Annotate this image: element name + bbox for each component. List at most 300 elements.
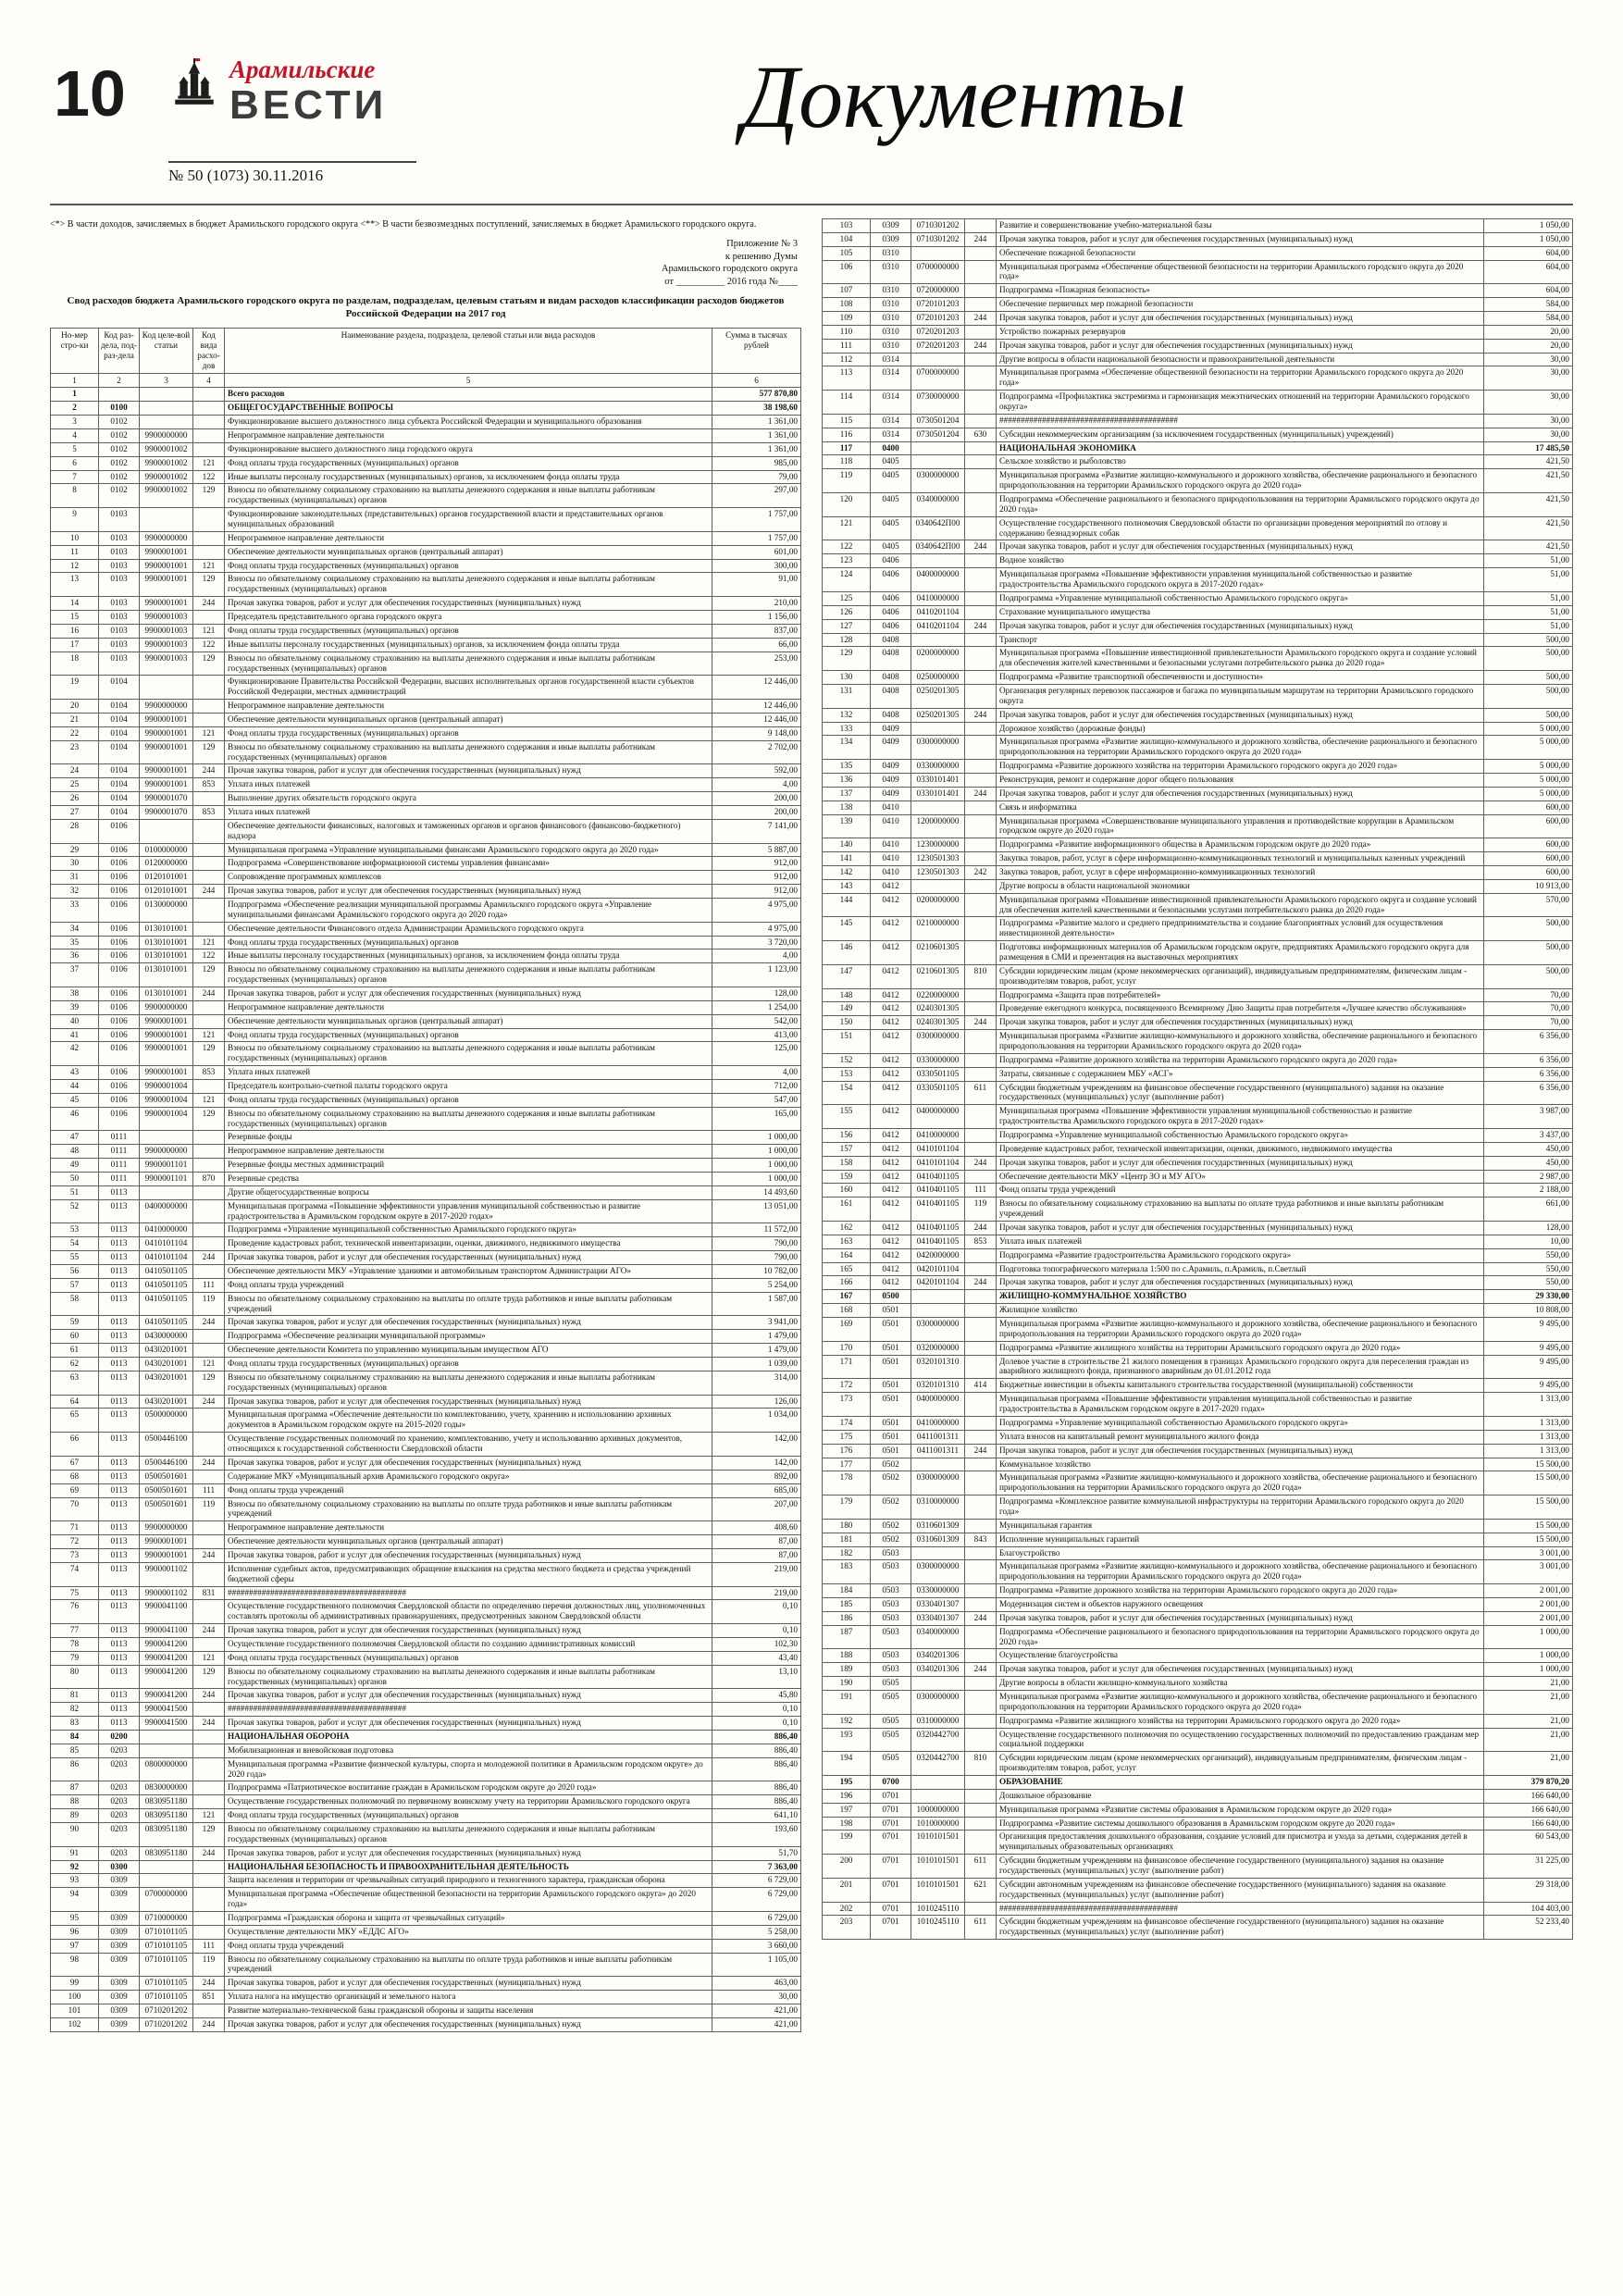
target-article-code-cell: 0300000000: [911, 1560, 965, 1584]
table-row: [51, 1316, 801, 1330]
item-name-cell: Муниципальная программа «Повышение эффективности управления муниципальной собственностью и развитие градостроительства Арамильского городского округа в 2017-2020 годах»: [997, 1105, 1484, 1129]
expense-type-code-cell: [193, 1265, 225, 1279]
item-name-cell: Взносы по обязательному социальному страхованию на выплаты денежного содержания и иные выплаты работникам государственных (муниципальных) органов: [225, 1665, 712, 1689]
expense-type-code-cell: 122: [193, 470, 225, 484]
item-name-cell: Прочая закупка товаров, работ и услуг для обеспечения государственных (муниципальных) нужд: [997, 1156, 1484, 1170]
target-article-code-cell: 0420101104: [911, 1262, 965, 1276]
table-row: [51, 740, 801, 764]
section-code-cell: 0106: [99, 936, 140, 949]
expense-type-code-cell: 244: [193, 1717, 225, 1731]
table-row: [823, 1416, 1573, 1430]
row-number-cell: 9: [51, 508, 99, 532]
expense-type-code-cell: [193, 1014, 225, 1028]
expense-type-code-cell: 121: [193, 456, 225, 470]
target-article-code-cell: 0320101310: [911, 1379, 965, 1393]
target-article-code-cell: 1010101501: [911, 1855, 965, 1879]
brand: [229, 57, 387, 126]
table-row: [51, 1600, 801, 1624]
section-code-cell: 0405: [871, 540, 911, 554]
amount-cell: 30,00: [1484, 414, 1573, 428]
row-number-cell: 162: [823, 1222, 871, 1235]
row-number-cell: 186: [823, 1611, 871, 1625]
target-article-code-cell: 0410401105: [911, 1222, 965, 1235]
row-number-cell: 10: [51, 531, 99, 545]
amount-cell: 2 188,00: [1484, 1184, 1573, 1198]
expense-type-code-cell: [193, 1470, 225, 1483]
target-article-code-cell: 0320442700: [911, 1728, 965, 1752]
target-article-code-cell: [911, 800, 965, 814]
item-name-cell: Функционирование законодательных (представительных) органов государственной власти и представительных органов муниципальных образований: [225, 508, 712, 532]
amount-cell: 712,00: [712, 1080, 801, 1094]
table-row: [823, 941, 1573, 965]
table-row: [823, 414, 1573, 428]
row-number-cell: 174: [823, 1416, 871, 1430]
section-code-cell: 0103: [99, 531, 140, 545]
expense-type-code-cell: 414: [965, 1379, 997, 1393]
row-number-cell: 18: [51, 652, 99, 676]
row-number-cell: 68: [51, 1470, 99, 1483]
item-name-cell: Уплата иных платежей: [225, 805, 712, 819]
section-code-cell: 0103: [99, 652, 140, 676]
expense-type-code-cell: 244: [193, 597, 225, 611]
row-number-cell: 27: [51, 805, 99, 819]
table-row: [51, 1757, 801, 1781]
appendix-block: [50, 238, 798, 289]
target-article-code-cell: [911, 353, 965, 366]
column-number: 5: [225, 373, 712, 388]
table-row: [823, 1560, 1573, 1584]
row-number-cell: 41: [51, 1028, 99, 1042]
section-code-cell: 0412: [871, 879, 911, 893]
expense-type-code-cell: [965, 1393, 997, 1417]
section-code-cell: 0106: [99, 871, 140, 885]
item-name-cell: Осуществление государственных полномочий по первичному воинскому учету на территории Арамильского городского округа: [225, 1795, 712, 1809]
table-row: [51, 1717, 801, 1731]
section-code-cell: 0410: [871, 865, 911, 879]
expense-type-code-cell: [193, 1912, 225, 1926]
amount-cell: 6 729,00: [712, 1888, 801, 1912]
amount-cell: 7 141,00: [712, 819, 801, 843]
amount-cell: 165,00: [712, 1107, 801, 1131]
table-row: [823, 736, 1573, 760]
section-code-cell: 0103: [99, 597, 140, 611]
item-name-cell: Взносы по обязательному социальному страхованию на выплаты денежного содержания и иные выплаты работникам государственных (муниципальных) органов: [225, 1107, 712, 1131]
section-code-cell: 0103: [99, 508, 140, 532]
row-number-cell: 123: [823, 554, 871, 568]
amount-cell: 550,00: [1484, 1248, 1573, 1262]
amount-cell: 52 233,40: [1484, 1916, 1573, 1940]
section-code-cell: 0408: [871, 647, 911, 671]
amount-cell: 421,50: [1484, 493, 1573, 517]
amount-cell: 421,50: [1484, 469, 1573, 493]
column-number: 2: [99, 373, 140, 388]
amount-cell: 300,00: [712, 559, 801, 573]
amount-cell: 6 729,00: [712, 1912, 801, 1926]
row-number-cell: 139: [823, 814, 871, 838]
section-code-cell: 0111: [99, 1145, 140, 1159]
table-row: [51, 2017, 801, 2031]
expense-type-code-cell: 244: [193, 1395, 225, 1409]
item-name-cell: Муниципальная программа «Обеспечение общественной безопасности на территории Арамильского городского округа» до 2020 года»: [225, 1888, 712, 1912]
target-article-code-cell: 0410501105: [140, 1278, 193, 1292]
section-code-cell: 0412: [871, 1248, 911, 1262]
section-code-cell: 0113: [99, 1265, 140, 1279]
table-row: [51, 1042, 801, 1066]
expense-type-code-cell: [965, 773, 997, 787]
section-code-cell: 0310: [871, 284, 911, 298]
item-name-cell: Жилищное хозяйство: [997, 1304, 1484, 1318]
item-name-cell: Муниципальная программа «Развитие жилищно-коммунального и дорожного хозяйства, обеспечение рационального и безопасного природопользования на территории Арамильского городского округа до 2020 года»: [997, 1560, 1484, 1584]
target-article-code-cell: 0430201001: [140, 1358, 193, 1371]
row-number-cell: 76: [51, 1600, 99, 1624]
target-article-code-cell: 0730501204: [911, 428, 965, 441]
expense-type-code-cell: [193, 1637, 225, 1651]
target-article-code-cell: 9900000000: [140, 531, 193, 545]
item-name-cell: Фонд оплаты труда учреждений: [225, 1278, 712, 1292]
section-code-cell: 0406: [871, 554, 911, 568]
expense-type-code-cell: [965, 1560, 997, 1584]
item-name-cell: Осуществление государственного полномочия Свердловской области по определению перечня должностных лиц, уполномоченных составлять протоколы об административных правонарушениях, предусмотренных законом Свердловской области: [225, 1600, 712, 1624]
expense-type-code-cell: [193, 1521, 225, 1535]
item-name-cell: Подготовка информационных материалов об Арамильском городском округе, предприятиях Арамильского городского округа для размещения в СМИ и презентация на выставочных мероприятиях: [997, 941, 1484, 965]
target-article-code-cell: 0130101001: [140, 963, 193, 987]
amount-cell: 10,00: [1484, 1235, 1573, 1248]
amount-cell: 21,00: [1484, 1752, 1573, 1776]
row-number-cell: 72: [51, 1535, 99, 1549]
amount-cell: 12 446,00: [712, 700, 801, 714]
expense-type-code-cell: 244: [193, 1977, 225, 1991]
table-row: [823, 260, 1573, 284]
section-code-cell: 0700: [871, 1775, 911, 1789]
expense-type-code-cell: 121: [193, 1358, 225, 1371]
row-number-cell: 62: [51, 1358, 99, 1371]
item-name-cell: Взносы по обязательному социальному страхованию на выплаты по оплате труда работников и иные выплаты работникам учреждений: [225, 1292, 712, 1316]
item-name-cell: Развитие материально-технической базы гражданской обороны и защиты населения: [225, 2004, 712, 2018]
amount-cell: 421,00: [712, 2017, 801, 2031]
target-article-code-cell: 0250201305: [911, 708, 965, 722]
amount-cell: 17 485,50: [1484, 441, 1573, 455]
row-number-cell: 110: [823, 325, 871, 339]
row-number-cell: 156: [823, 1129, 871, 1143]
item-name-cell: Прочая закупка товаров, работ и услуг для обеспечения государственных (муниципальных) нужд: [225, 1846, 712, 1860]
table-row: [823, 1855, 1573, 1879]
target-article-code-cell: 9900001004: [140, 1080, 193, 1094]
section-code-cell: 0106: [99, 922, 140, 936]
row-number-cell: 44: [51, 1080, 99, 1094]
target-article-code-cell: [911, 455, 965, 469]
table-row: [51, 456, 801, 470]
amount-cell: 126,00: [712, 1395, 801, 1409]
target-article-code-cell: [140, 819, 193, 843]
row-number-cell: 82: [51, 1703, 99, 1717]
table-row: [823, 814, 1573, 838]
expense-type-code-cell: [965, 647, 997, 671]
item-name-cell: Взносы по обязательному социальному страхованию на выплаты по оплате труда работников и иные выплаты работникам учреждений: [225, 1953, 712, 1977]
row-number-cell: 192: [823, 1714, 871, 1728]
table-row: [823, 1393, 1573, 1417]
expense-type-code-cell: 244: [193, 987, 225, 1000]
amount-cell: 1 361,00: [712, 416, 801, 429]
amount-cell: 1 050,00: [1484, 219, 1573, 233]
item-name-cell: ##########################################: [997, 414, 1484, 428]
section-code-cell: 0113: [99, 1433, 140, 1457]
section-code-cell: 0203: [99, 1822, 140, 1846]
expense-type-code-cell: [965, 879, 997, 893]
table-row: [823, 671, 1573, 685]
table-row: [51, 713, 801, 726]
section-code-cell: 0412: [871, 1067, 911, 1081]
item-name-cell: Прочая закупка товаров, работ и услуг для обеспечения государственных (муниципальных) нужд: [997, 1222, 1484, 1235]
target-article-code-cell: [911, 633, 965, 647]
section-code-cell: 0412: [871, 964, 911, 988]
table-row: [51, 898, 801, 922]
row-number-cell: 42: [51, 1042, 99, 1066]
amount-cell: 604,00: [1484, 284, 1573, 298]
table-row: [823, 1663, 1573, 1677]
section-code-cell: 0113: [99, 1717, 140, 1731]
amount-cell: 21,00: [1484, 1714, 1573, 1728]
expense-type-code-cell: 244: [193, 1456, 225, 1470]
item-name-cell: Проведение ежегодного конкурса, посвященного Всемирному Дню Защиты прав потребителя «Лучшее качество обслуживания»: [997, 1002, 1484, 1016]
item-name-cell: Непрограммное направление деятельности: [225, 1000, 712, 1014]
section-code-cell: 0503: [871, 1663, 911, 1677]
expense-type-code-cell: [193, 1535, 225, 1549]
item-name-cell: Обеспечение деятельности МКУ «Центр ЗО и МУ АГО»: [997, 1170, 1484, 1184]
row-number-cell: 54: [51, 1237, 99, 1251]
expense-type-code-cell: [193, 1237, 225, 1251]
row-number-cell: 73: [51, 1548, 99, 1562]
target-article-code-cell: 9900041100: [140, 1600, 193, 1624]
section-code-cell: 0502: [871, 1533, 911, 1546]
section-code-cell: 0501: [871, 1318, 911, 1342]
target-article-code-cell: 0500501601: [140, 1470, 193, 1483]
row-number-cell: 133: [823, 722, 871, 736]
target-article-code-cell: 0720201203: [911, 339, 965, 353]
amount-cell: 600,00: [1484, 852, 1573, 866]
target-article-code-cell: 0410201104: [911, 605, 965, 619]
expense-type-code-cell: 121: [193, 1028, 225, 1042]
amount-cell: 5 000,00: [1484, 722, 1573, 736]
target-article-code-cell: 9900001001: [140, 740, 193, 764]
item-name-cell: Другие вопросы в области национальной безопасности и правоохранительной деятельности: [997, 353, 1484, 366]
expense-type-code-cell: 853: [965, 1235, 997, 1248]
table-row: [823, 1625, 1573, 1649]
row-number-cell: 94: [51, 1888, 99, 1912]
amount-cell: 500,00: [1484, 684, 1573, 708]
target-article-code-cell: 0430201001: [140, 1395, 193, 1409]
target-article-code-cell: 9900001001: [140, 1042, 193, 1066]
item-name-cell: Взносы по обязательному социальному страхованию на выплаты денежного содержания и иные выплаты работникам государственных (муниципальных) органов: [225, 484, 712, 508]
table-row: [823, 1775, 1573, 1789]
target-article-code-cell: 9900001102: [140, 1562, 193, 1586]
row-number-cell: 8: [51, 484, 99, 508]
item-name-cell: Прочая закупка товаров, работ и услуг для обеспечения государственных (муниципальных) нужд: [997, 540, 1484, 554]
row-number-cell: 190: [823, 1677, 871, 1691]
table-row: [51, 573, 801, 597]
amount-cell: 577 870,80: [712, 388, 801, 402]
item-name-cell: Подпрограмма «Развитие дорожного хозяйства на территории Арамильского городского округа до 2020 года»: [997, 1053, 1484, 1067]
item-name-cell: Обеспечение деятельности финансовых, налоговых и таможенных органов и органов финансового (финансово-бюджетного) надзора: [225, 819, 712, 843]
amount-cell: 193,60: [712, 1822, 801, 1846]
section-code-cell: 0412: [871, 1081, 911, 1105]
target-article-code-cell: 9900001002: [140, 484, 193, 508]
target-article-code-cell: 0410501105: [140, 1265, 193, 1279]
expense-type-code-cell: 242: [965, 865, 997, 879]
table-row: [51, 764, 801, 778]
section-code-cell: 0701: [871, 1831, 911, 1855]
section-code-cell: 0113: [99, 1316, 140, 1330]
amount-cell: 0,10: [712, 1624, 801, 1638]
row-number-cell: 99: [51, 1977, 99, 1991]
expense-type-code-cell: [193, 819, 225, 843]
expense-type-code-cell: [965, 1817, 997, 1831]
row-number-cell: 151: [823, 1030, 871, 1054]
expense-type-code-cell: [965, 1831, 997, 1855]
target-article-code-cell: 9900001003: [140, 624, 193, 638]
item-name-cell: Председатель представительного органа городского округа: [225, 611, 712, 625]
amount-cell: 6 356,00: [1484, 1053, 1573, 1067]
item-name-cell: Подпрограмма «Совершенствование информационной системы управления финансами»: [225, 857, 712, 871]
table-row: [823, 391, 1573, 415]
expense-type-code-cell: [193, 1199, 225, 1223]
appendix-line: от __________ 2016 года №____: [664, 276, 798, 287]
item-name-cell: Фонд оплаты труда учреждений: [997, 1184, 1484, 1198]
item-name-cell: Подпрограмма «Патриотическое воспитание граждан в Арамильском городском округе до 2020 года»: [225, 1781, 712, 1795]
section-code-cell: 0412: [871, 917, 911, 941]
target-article-code-cell: 0500446100: [140, 1433, 193, 1457]
row-number-cell: 55: [51, 1251, 99, 1265]
amount-cell: 43,40: [712, 1651, 801, 1665]
expense-type-code-cell: 244: [193, 885, 225, 899]
section-code-cell: 0113: [99, 1358, 140, 1371]
item-name-cell: ЖИЛИЩНО-КОММУНАЛЬНОЕ ХОЗЯЙСТВО: [997, 1290, 1484, 1304]
amount-cell: 1 313,00: [1484, 1416, 1573, 1430]
amount-cell: 10 913,00: [1484, 879, 1573, 893]
section-code-cell: 0113: [99, 1470, 140, 1483]
target-article-code-cell: 9900001001: [140, 1028, 193, 1042]
expense-type-code-cell: 244: [193, 2017, 225, 2031]
section-code-cell: 0412: [871, 1184, 911, 1198]
expense-type-code-cell: [965, 1597, 997, 1611]
amount-cell: 15 500,00: [1484, 1496, 1573, 1520]
amount-cell: 10 808,00: [1484, 1304, 1573, 1318]
amount-cell: 886,40: [712, 1744, 801, 1757]
item-name-cell: Муниципальная программа «Развитие физической культуры, спорта и молодежной политики в Арамильском городском округе» до 2020 года»: [225, 1757, 712, 1781]
expense-type-code-cell: [193, 1860, 225, 1874]
target-article-code-cell: 9900041500: [140, 1717, 193, 1731]
item-name-cell: Уплата налога на имущество организаций и земельного налога: [225, 1991, 712, 2004]
amount-cell: 79,00: [712, 470, 801, 484]
item-name-cell: Уплата иных платежей: [225, 778, 712, 792]
row-number-cell: 155: [823, 1105, 871, 1129]
amount-cell: 51,00: [1484, 591, 1573, 605]
section-code-cell: 0410: [871, 814, 911, 838]
amount-cell: 166 640,00: [1484, 1817, 1573, 1831]
amount-cell: 297,00: [712, 484, 801, 508]
row-number-cell: 56: [51, 1265, 99, 1279]
table-row: [823, 879, 1573, 893]
section-code-cell: 0412: [871, 1002, 911, 1016]
table-row: [51, 792, 801, 806]
row-number-cell: 112: [823, 353, 871, 366]
section-code-cell: 0505: [871, 1752, 911, 1776]
amount-cell: 542,00: [712, 1014, 801, 1028]
section-code-cell: 0310: [871, 260, 911, 284]
section-code-cell: 0408: [871, 708, 911, 722]
item-name-cell: Подпрограмма «Комплексное развитие коммунальной инфраструктуры на территории Арамильского городского округа до 2020 года»: [997, 1496, 1484, 1520]
row-number-cell: 170: [823, 1341, 871, 1355]
table-row: [823, 1878, 1573, 1902]
item-name-cell: Прочая закупка товаров, работ и услуг для обеспечения государственных (муниципальных) нужд: [225, 1316, 712, 1330]
row-number-cell: 19: [51, 676, 99, 700]
section-code-cell: 0310: [871, 339, 911, 353]
table-row: [823, 1016, 1573, 1030]
table-row: [823, 1129, 1573, 1143]
section-code-cell: 0701: [871, 1902, 911, 1916]
table-row: [51, 1066, 801, 1080]
table-row: [51, 1548, 801, 1562]
target-article-code-cell: 9900001001: [140, 573, 193, 597]
expense-type-code-cell: [193, 402, 225, 416]
amount-cell: 51,00: [1484, 568, 1573, 592]
amount-cell: 1 034,00: [712, 1409, 801, 1433]
table-row: [823, 455, 1573, 469]
expense-type-code-cell: [965, 684, 997, 708]
row-number-cell: 37: [51, 963, 99, 987]
item-name-cell: Субсидии юридическим лицам (кроме некоммерческих организаций), индивидуальным предпринимателям, физическим лицам - производителям товаров, работ, услуг: [997, 1752, 1484, 1776]
amount-cell: 166 640,00: [1484, 1789, 1573, 1803]
expense-type-code-cell: [965, 1170, 997, 1184]
table-row: [51, 1744, 801, 1757]
section-code-cell: 0113: [99, 1689, 140, 1703]
column-number: 1: [51, 373, 99, 388]
target-article-code-cell: 0300000000: [911, 1690, 965, 1714]
row-number-cell: 160: [823, 1184, 871, 1198]
row-number-cell: 102: [51, 2017, 99, 2031]
expense-type-code-cell: [193, 1781, 225, 1795]
row-number-cell: 92: [51, 1860, 99, 1874]
row-number-cell: 117: [823, 441, 871, 455]
target-article-code-cell: 0830951180: [140, 1795, 193, 1809]
amount-cell: 5 887,00: [712, 843, 801, 857]
expense-type-code-cell: [193, 1131, 225, 1145]
target-article-code-cell: [911, 722, 965, 736]
target-article-code-cell: 0410101104: [911, 1142, 965, 1156]
amount-cell: 30,00: [1484, 428, 1573, 441]
row-number-cell: 47: [51, 1131, 99, 1145]
row-number-cell: 50: [51, 1173, 99, 1186]
target-article-code-cell: 1010245110: [911, 1902, 965, 1916]
table-row: [51, 1977, 801, 1991]
item-name-cell: Долевое участие в строительстве 21 жилого помещения в границах Арамильского городского округа для переселения граждан из аварийного жилищного фонда, признанного аварийным до 01.01.2012 года: [997, 1355, 1484, 1379]
expense-type-code-cell: [965, 391, 997, 415]
target-article-code-cell: 0500501601: [140, 1483, 193, 1497]
amount-cell: 421,00: [712, 2004, 801, 2018]
section-title: Документы: [742, 47, 1187, 146]
expense-type-code-cell: 244: [965, 1016, 997, 1030]
section-code-cell: 0111: [99, 1131, 140, 1145]
row-number-cell: 142: [823, 865, 871, 879]
table-row: [51, 987, 801, 1000]
table-row: [51, 1953, 801, 1977]
target-article-code-cell: 0710101105: [140, 1977, 193, 1991]
expense-type-code-cell: [965, 633, 997, 647]
target-article-code-cell: 1010101501: [911, 1831, 965, 1855]
row-number-cell: 132: [823, 708, 871, 722]
section-code-cell: 0412: [871, 1016, 911, 1030]
expense-type-code-cell: 843: [965, 1533, 997, 1546]
expense-type-code-cell: [965, 1690, 997, 1714]
